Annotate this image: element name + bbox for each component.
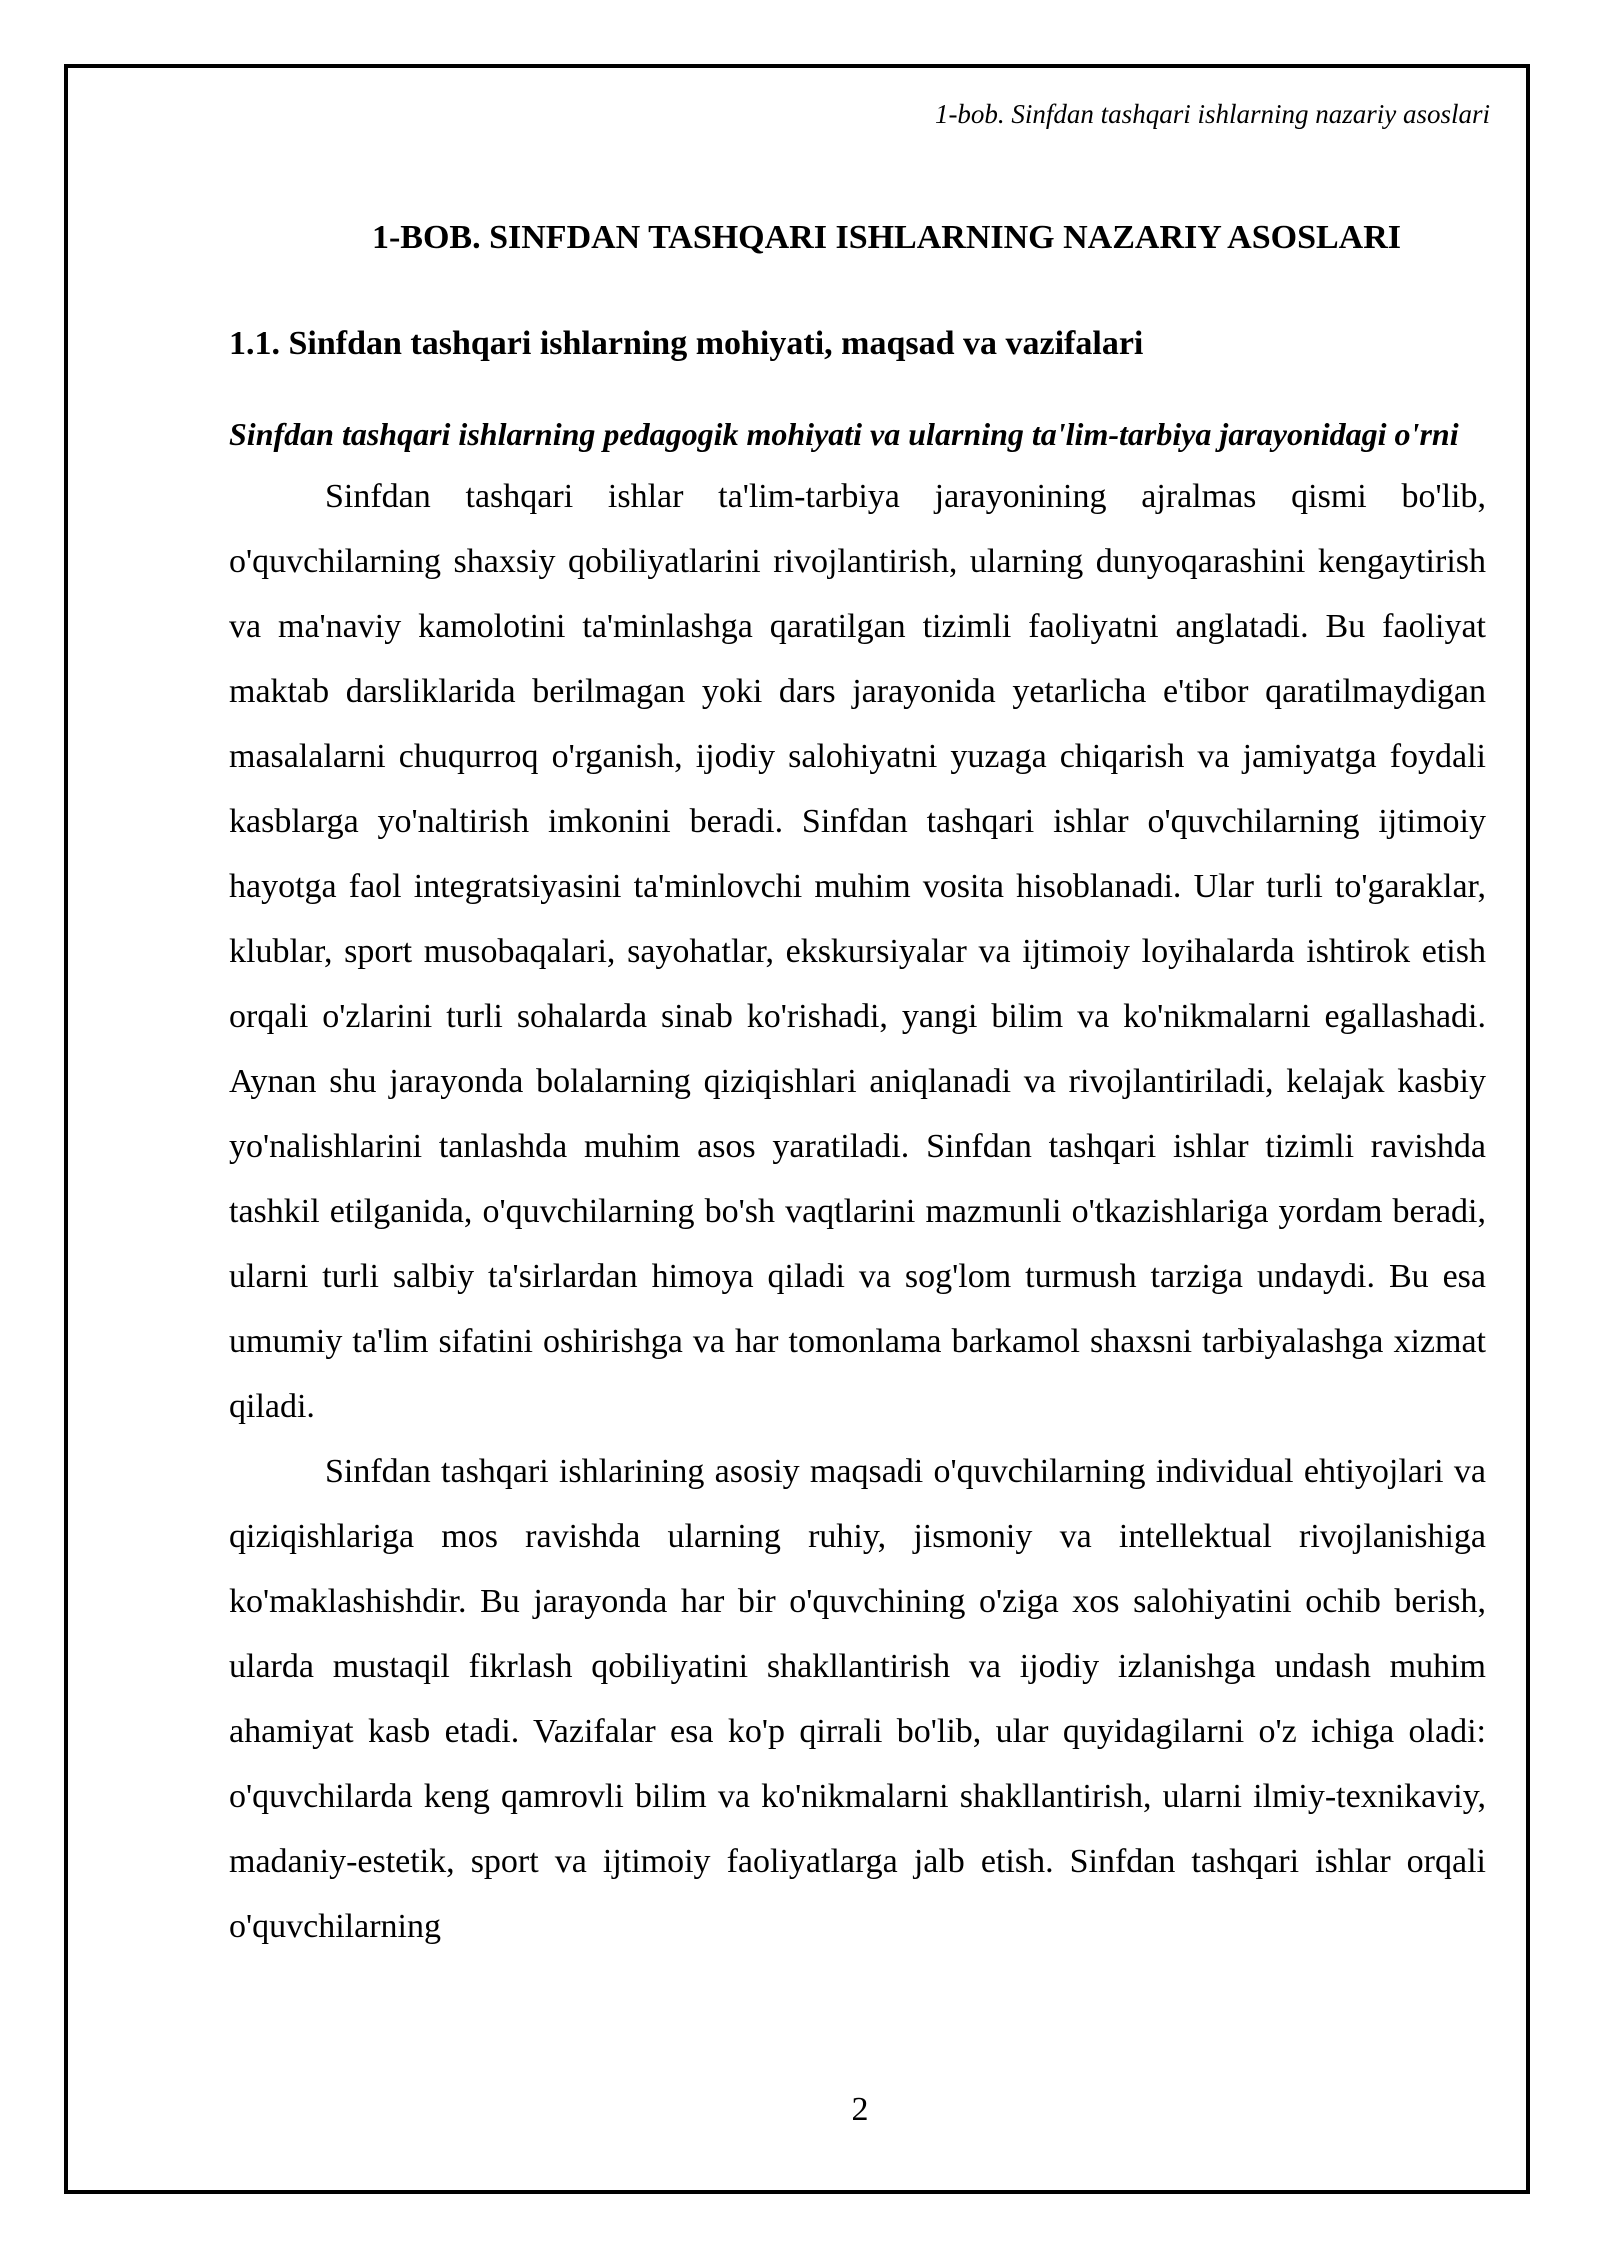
subheading: Sinfdan tashqari ishlarning pedagogik mohiyati va ularning ta'lim-tarbiya jarayonidagi o'rni bbox=[229, 416, 1459, 452]
document-body bbox=[229, 208, 1486, 1959]
section-title: 1.1. Sinfdan tashqari ishlarning mohiyati, maqsad va vazifalari bbox=[229, 325, 1144, 362]
chapter-title: 1-BOB. SINFDAN TASHQARI ISHLARNING NAZARIY ASOSLARI bbox=[371, 219, 1401, 256]
body-paragraph-2: Sinfdan tashqari ishlarining asosiy maqsadi o'quvchilarning individual ehtiyojlari va qiziqishlariga mos ravishda ularning ruhiy, jismoniy va intellektual rivojlanishiga ko'maklashishdir. Bu jarayonda har bir o'quvchining o'ziga xos salohiyatini ochib berish, ularda mustaqil fikrlash qobiliyatini shakllantirish va ijodiy izlanishga undash muhim ahamiyat kasb etadi. Vazifalar esa ko'p qirrali bo'lib, ular quyidagilarni o'z ichiga oladi: o'quvchilarda keng qamrovli bilim va ko'nikmalarni shakllantirish, ularni ilmiy-texnikaviy, madaniy-estetik, sport va ijtimoiy faoliyatlarga jalb etish. Sinfdan tashqari ishlar orqali o'quvchilarning bbox=[229, 1453, 1486, 1945]
running-header: 1-bob. Sinfdan tashqari ishlarning nazariy asoslari bbox=[934, 99, 1490, 129]
page-number: 2 bbox=[851, 2091, 869, 2128]
body-paragraph-1: Sinfdan tashqari ishlar ta'lim-tarbiya jarayonining ajralmas qismi bo'lib, o'quvchilarning shaxsiy qobiliyatlarini rivojlantirish, ularning dunyoqarashini kengaytirish va ma'naviy kamolotini ta'minlashga qaratilgan tizimli faoliyatni anglatadi. Bu faoliyat maktab darsliklarida berilmagan yoki dars jarayonida yetarlicha e'tibor qaratilmaydigan masalalarni chuqurroq o'rganish, ijodiy salohiyatni yuzaga chiqarish va jamiyatga foydali kasblarga yo'naltirish imkonini beradi. Sinfdan tashqari ishlar o'quvchilarning ijtimoiy hayotga faol integratsiyasini ta'minlovchi muhim vosita hisoblanadi. Ular turli to'garaklar, klublar, sport musobaqalari, sayohatlar, ekskursiyalar va ijtimoiy loyihalarda ishtirok etish orqali o'zlarini turli sohalarda sinab ko'rishadi, yangi bilim va ko'nikmalarni egallashadi. Aynan shu jarayonda bolalarning qiziqishlari aniqlanadi va rivojlantiriladi, kelajak kasbiy yo'nalishlarini tanlashda muhim asos yaratiladi. Sinfdan tashqari ishlar tizimli ravishda tashkil etilganida, o'quvchilarning bo'sh vaqtlarini mazmunli o'tkazishlariga yordam beradi, ularni turli salbiy ta'sirlardan himoya qiladi va sog'lom turmush tarziga undaydi. Bu esa umumiy ta'lim sifatini oshirishga va har tomonlama barkamol shaxsni tarbiyalashga xizmat qiladi. bbox=[229, 478, 1486, 1425]
